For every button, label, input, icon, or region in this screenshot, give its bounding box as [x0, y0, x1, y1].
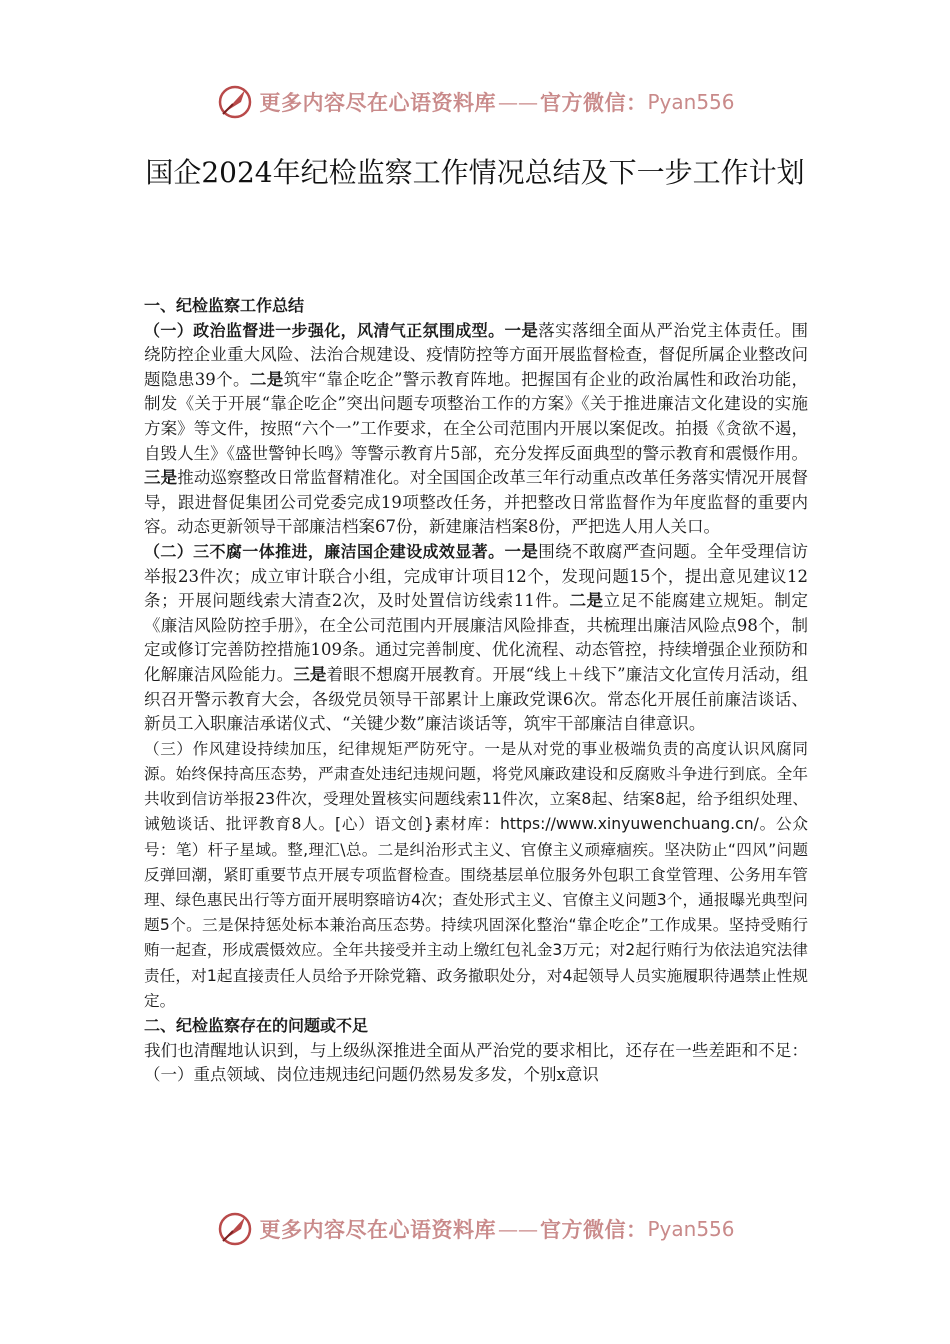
document-body — [144, 294, 808, 1088]
part-2-heading: （二）三不腐一体推进，廉洁国企建设成效显著。 — [144, 541, 505, 561]
part-1-lead-1: 一是 — [504, 320, 539, 340]
paragraph-part-2 — [144, 540, 808, 737]
part-1-text-2: 筑牢“靠企吃企”警示教育阵地。把握国有企业的政治属性和政治功能，制发《关于开展“靠企吃企”突出问题专项整治工作的方案》《关于推进廉洁文化建设的实施方案》等文件，按照“六个一”工作要求，在全公司范围内开展以案促改。拍摄《贪欲不遏，自毁人生》《盛世警钟长鸣》等警示教育片5部，充分发挥反面典型的警示教育和震慑作用。 — [144, 369, 809, 463]
watermark-handle-prefix: 官方微信： — [539, 90, 648, 115]
part-2-text-3: 着眼不想腐开展教育。开展“线上＋线下”廉洁文化宣传月活动，组织召开警示教育大会，各级党员领导干部累计上廉政党课6次。常态化开展任前廉洁谈话、新员工入职廉洁承诺仪式、“关键少数”廉洁谈话等，筑牢干部廉洁自律意识。 — [144, 664, 809, 734]
section-heading-1: 一、纪检监察工作总结 — [144, 296, 305, 315]
paragraph-part-1 — [144, 319, 808, 540]
watermark-handle-prefix: 官方微信： — [539, 1217, 648, 1242]
document-title: 国企2024年纪检监察工作情况总结及下一步工作计划 — [145, 156, 805, 189]
part-2-lead-2: 二是 — [569, 591, 604, 611]
watermark-separator: —— — [497, 1217, 538, 1241]
watermark-separator: —— — [497, 90, 538, 114]
watermark-handle: Pyan556 — [647, 1217, 735, 1241]
part-1-text-1: 落实落细全面从严治党主体责任。围绕防控企业重大风险、法治合规建设、疫情防控等方面开展监督检查，督促所属企业整改问题隐患39个。 — [144, 320, 808, 389]
watermark-handle: Pyan556 — [647, 90, 735, 114]
part-1-lead-3: 三是 — [144, 468, 178, 488]
part-1-text-3: 推动巡察整改日常监督精准化。对全国国企改革三年行动重点改革任务落实情况开展督导，跟进督促集团公司党委完成19项整改任务，并把整改日常监督作为年度监督的重要内容。动态更新领导干部廉洁档案67份，新建廉洁档案8份，严把选人用人关口。 — [144, 468, 809, 537]
watermark-footer — [0, 1209, 950, 1249]
watermark-text: 更多内容尽在心语资料库 — [259, 90, 496, 115]
part-2-text-1: 围绕不敢腐严查问题。全年受理信访举报23件次；成立审计联合小组，完成审计项目12个，发现问题15个，提出意见建议12条；开展问题线索大清查2次，及时处置信访线索11件。 — [144, 541, 808, 611]
quill-badge-icon — [215, 1209, 255, 1249]
paragraph-section-2: 我们也清醒地认识到，与上级纵深推进全面从严治党的要求相比，还存在一些差距和不足：（一）重点领域、岗位违规违纪问题仍然易发多发，个别x意识 — [144, 1040, 808, 1085]
watermark-header — [0, 82, 950, 122]
part-1-heading: （一）政治监督进一步强化，风清气正氛围成型。 — [144, 320, 505, 340]
part-2-text-2: 立足不能腐建立规矩。制定《廉洁风险防控手册》，在全公司范围内开展廉洁风险排查，共梳理出廉洁风险点98个，制定或修订完善防控措施109条。通过完善制度、优化流程、动态管控，持续增强企业预防和化解廉洁风险能力。 — [144, 591, 809, 684]
part-1-lead-2: 二是 — [249, 369, 284, 389]
paragraph-part-3: （三）作风建设持续加压，纪律规矩严防死守。一是从对党的事业极端负责的高度认识风腐同源。始终保持高压态势，严肃查处违纪违规问题，将党风廉政建设和反腐败斗争进行到底。全年共收到信访举报23件次，受理处置核实问题线索11件次，立案8起、结案8起，给予组织处理、诫勉谈话、批评教育8人。[心）语文创}素材库：https://www.xinyuwenchuang.cn/。公众号：笔）杆子星域。整,理汇\总。二是纠治形式主义、官僚主义顽瘴痼疾。坚决防止“四风”问题反弹回潮，紧盯重要节点开展专项监督检查。围绕基层单位服务外包职工食堂管理、公务用车管理、绿色惠民出行等方面开展明察暗访4次；查处形式主义、官僚主义问题3个，通报曝光典型问题5个。三是保持惩处标本兼治高压态势。持续巩固深化整治“靠企吃企”工作成果。坚持受贿行贿一起查，形成震慑效应。全年共接受并主动上缴红包礼金3万元；对2起行贿行为依法追究法律责任，对1起直接责任人员给予开除党籍、政务撤职处分，对4起领导人员实施履职待遇禁止性规定。 — [144, 739, 808, 1010]
part-2-lead-1: 一是 — [504, 541, 539, 561]
quill-badge-icon — [215, 82, 255, 122]
part-2-lead-3: 三是 — [293, 664, 327, 684]
watermark-text: 更多内容尽在心语资料库 — [259, 1217, 496, 1242]
section-heading-2: 二、纪检监察存在的问题或不足 — [144, 1015, 369, 1035]
